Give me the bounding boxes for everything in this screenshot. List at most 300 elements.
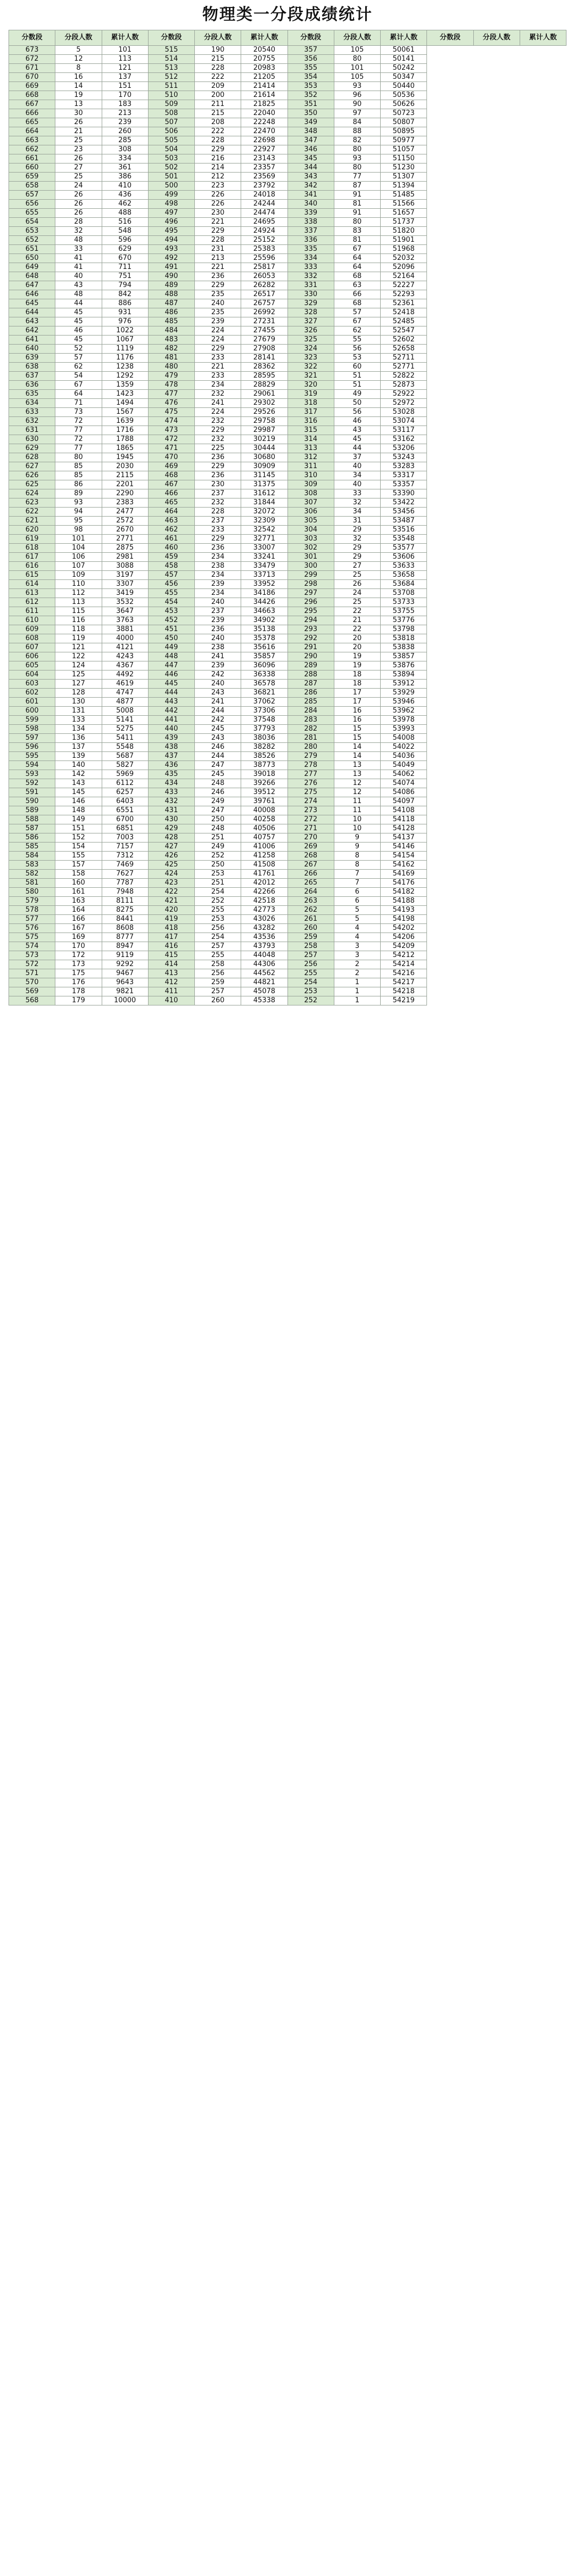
table-cell: 20540 — [241, 46, 288, 55]
table-cell: 794 — [102, 281, 148, 290]
table-cell: 479 — [148, 372, 194, 381]
table-cell: 36096 — [241, 661, 288, 670]
table-cell: 410 — [148, 996, 194, 1005]
table-cell: 339 — [288, 209, 334, 218]
table-cell: 1238 — [102, 363, 148, 372]
table-cell: 338 — [288, 218, 334, 227]
table-cell: 68 — [334, 272, 380, 281]
table-cell: 52227 — [381, 281, 427, 290]
table-cell: 234 — [195, 553, 241, 562]
table-cell: 639 — [9, 354, 55, 363]
table-cell: 468 — [148, 471, 194, 480]
table-cell: 622 — [9, 508, 55, 517]
table-cell: 4243 — [102, 652, 148, 661]
table-cell: 606 — [9, 652, 55, 661]
table-row — [9, 607, 566, 616]
table-cell: 26 — [55, 200, 102, 209]
table-cell: 101 — [55, 535, 102, 544]
table-cell: 344 — [288, 163, 334, 173]
table-cell: 101 — [102, 46, 148, 55]
table-cell: 45 — [334, 435, 380, 444]
table-cell: 53633 — [381, 562, 427, 571]
table-cell: 248 — [195, 824, 241, 833]
table-cell: 454 — [148, 598, 194, 607]
table-cell: 30680 — [241, 453, 288, 462]
table-cell: 50 — [334, 399, 380, 408]
table-cell: 470 — [148, 453, 194, 462]
table-cell: 30444 — [241, 444, 288, 453]
table-cell: 232 — [195, 390, 241, 399]
table-cell: 80 — [334, 218, 380, 227]
table-cell: 54049 — [381, 761, 427, 770]
table-cell: 54218 — [381, 987, 427, 996]
table-cell: 228 — [195, 508, 241, 517]
table-cell: 54216 — [381, 969, 427, 978]
table-cell: 8441 — [102, 915, 148, 924]
table-cell: 22040 — [241, 109, 288, 118]
page-title: 物理类一分段成绩统计 — [202, 5, 373, 24]
table-cell: 113 — [102, 55, 148, 64]
table-cell: 510 — [148, 91, 194, 100]
table-cell: 635 — [9, 390, 55, 399]
table-cell: 581 — [9, 879, 55, 888]
table-row — [9, 145, 566, 154]
table-cell: 258 — [288, 942, 334, 951]
table-cell: 14 — [334, 752, 380, 761]
table-cell: 240 — [195, 680, 241, 689]
table-cell: 343 — [288, 173, 334, 182]
table-cell: 235 — [195, 308, 241, 317]
table-cell: 26757 — [241, 299, 288, 308]
table-cell: 11 — [334, 797, 380, 806]
table-cell: 238 — [195, 562, 241, 571]
table-cell: 52922 — [381, 390, 427, 399]
table-cell: 590 — [9, 797, 55, 806]
table-cell: 29758 — [241, 417, 288, 426]
table-cell: 6851 — [102, 824, 148, 833]
table-cell: 51 — [334, 381, 380, 390]
table-cell: 32542 — [241, 526, 288, 535]
table-cell: 285 — [102, 136, 148, 145]
table-cell: 353 — [288, 82, 334, 91]
table-cell: 16 — [55, 73, 102, 82]
table-cell: 7 — [334, 879, 380, 888]
table-cell: 348 — [288, 127, 334, 136]
table-cell: 52658 — [381, 345, 427, 354]
table-cell: 27679 — [241, 336, 288, 345]
table-cell: 469 — [148, 462, 194, 471]
table-cell: 80 — [55, 453, 102, 462]
table-cell: 571 — [9, 969, 55, 978]
table-cell: 212 — [195, 173, 241, 182]
table-cell: 316 — [288, 417, 334, 426]
table-cell: 53946 — [381, 698, 427, 707]
table-cell: 240 — [195, 634, 241, 643]
table-cell: 493 — [148, 245, 194, 254]
table-cell: 6112 — [102, 779, 148, 788]
table-row — [9, 317, 566, 326]
table-cell: 251 — [195, 879, 241, 888]
table-cell: 306 — [288, 508, 334, 517]
table-row — [9, 933, 566, 942]
table-row — [9, 870, 566, 879]
table-cell: 53206 — [381, 444, 427, 453]
table-cell: 53818 — [381, 634, 427, 643]
table-cell: 515 — [148, 46, 194, 55]
table-cell: 35857 — [241, 652, 288, 661]
table-cell: 237 — [195, 517, 241, 526]
table-cell: 2771 — [102, 535, 148, 544]
table-cell: 7948 — [102, 888, 148, 897]
table-cell: 319 — [288, 390, 334, 399]
table-cell: 280 — [288, 743, 334, 752]
table-cell: 437 — [148, 752, 194, 761]
table-row — [9, 761, 566, 770]
table-cell: 26053 — [241, 272, 288, 281]
table-cell: 54198 — [381, 915, 427, 924]
table-row — [9, 55, 566, 64]
table-cell: 53 — [334, 354, 380, 363]
table-cell: 5 — [334, 915, 380, 924]
table-cell: 252 — [195, 897, 241, 906]
table-cell: 420 — [148, 906, 194, 915]
table-cell: 54219 — [381, 996, 427, 1005]
table-cell: 10 — [334, 824, 380, 833]
table-row — [9, 417, 566, 426]
table-cell: 228 — [195, 136, 241, 145]
table-cell: 54008 — [381, 734, 427, 743]
table-cell: 292 — [288, 634, 334, 643]
table-cell: 85 — [55, 471, 102, 480]
table-cell: 166 — [55, 915, 102, 924]
table-cell: 570 — [9, 978, 55, 987]
column-header: 累计人数 — [102, 30, 148, 46]
table-cell: 655 — [9, 209, 55, 218]
table-cell: 221 — [195, 218, 241, 227]
table-cell: 56 — [334, 345, 380, 354]
table-cell: 640 — [9, 345, 55, 354]
table-cell: 24695 — [241, 218, 288, 227]
table-cell: 239 — [195, 580, 241, 589]
table-cell: 603 — [9, 680, 55, 689]
table-cell: 110 — [55, 580, 102, 589]
table-cell: 27908 — [241, 345, 288, 354]
table-cell: 265 — [288, 879, 334, 888]
table-cell: 26992 — [241, 308, 288, 317]
table-cell: 90 — [334, 100, 380, 109]
table-cell: 241 — [195, 399, 241, 408]
table-cell: 22248 — [241, 118, 288, 127]
table-cell: 276 — [288, 779, 334, 788]
table-cell: 641 — [9, 336, 55, 345]
table-cell: 51820 — [381, 227, 427, 236]
table-cell: 52771 — [381, 363, 427, 372]
table-cell: 36821 — [241, 689, 288, 698]
table-cell: 2 — [334, 960, 380, 969]
table-row — [9, 562, 566, 571]
table-cell: 54188 — [381, 897, 427, 906]
table-cell: 7787 — [102, 879, 148, 888]
table-cell: 608 — [9, 634, 55, 643]
table-cell: 40258 — [241, 815, 288, 824]
table-cell: 467 — [148, 480, 194, 489]
header-row — [9, 30, 566, 46]
table-cell: 52293 — [381, 290, 427, 299]
table-cell: 442 — [148, 707, 194, 716]
table-cell: 243 — [195, 734, 241, 743]
table-cell: 7469 — [102, 861, 148, 870]
table-cell: 53456 — [381, 508, 427, 517]
table-cell: 575 — [9, 933, 55, 942]
table-row — [9, 426, 566, 435]
table-cell: 128 — [55, 689, 102, 698]
table-cell: 5548 — [102, 743, 148, 752]
table-cell: 134 — [55, 725, 102, 734]
table-cell: 621 — [9, 517, 55, 526]
table-cell: 121 — [102, 64, 148, 73]
table-cell: 27 — [334, 562, 380, 571]
table-cell: 222 — [195, 127, 241, 136]
table-row — [9, 444, 566, 453]
table-cell: 434 — [148, 779, 194, 788]
table-cell: 261 — [288, 915, 334, 924]
column-header: 分数段 — [427, 30, 473, 46]
table-cell: 54062 — [381, 770, 427, 779]
table-cell: 3647 — [102, 607, 148, 616]
table-cell: 312 — [288, 453, 334, 462]
table-cell: 52602 — [381, 336, 427, 345]
table-cell: 53516 — [381, 526, 427, 535]
table-cell: 25596 — [241, 254, 288, 263]
table-row — [9, 209, 566, 218]
table-cell: 505 — [148, 136, 194, 145]
table-cell: 418 — [148, 924, 194, 933]
table-cell: 252 — [288, 996, 334, 1005]
table-cell: 53978 — [381, 716, 427, 725]
table-cell: 496 — [148, 218, 194, 227]
table-cell: 252 — [195, 852, 241, 861]
table-cell: 302 — [288, 544, 334, 553]
table-cell: 489 — [148, 281, 194, 290]
table-cell: 600 — [9, 707, 55, 716]
table-header — [9, 30, 566, 46]
table-cell: 26282 — [241, 281, 288, 290]
table-cell: 234 — [195, 381, 241, 390]
table-cell: 18 — [334, 680, 380, 689]
table-cell: 183 — [102, 100, 148, 109]
table-cell: 151 — [102, 82, 148, 91]
table-cell: 241 — [195, 652, 241, 661]
table-cell: 94 — [55, 508, 102, 517]
table-cell: 85 — [55, 462, 102, 471]
table-cell: 3763 — [102, 616, 148, 625]
table-cell: 466 — [148, 489, 194, 498]
table-cell: 7157 — [102, 843, 148, 852]
table-row — [9, 118, 566, 127]
table-cell: 40 — [55, 272, 102, 281]
table-cell: 487 — [148, 299, 194, 308]
table-cell: 295 — [288, 607, 334, 616]
table-cell: 354 — [288, 73, 334, 82]
table-cell: 269 — [288, 843, 334, 852]
table-cell: 5969 — [102, 770, 148, 779]
table-cell: 1865 — [102, 444, 148, 453]
table-cell: 246 — [195, 788, 241, 797]
table-cell: 50440 — [381, 82, 427, 91]
table-cell: 51566 — [381, 200, 427, 209]
table-cell: 53733 — [381, 598, 427, 607]
table-cell: 234 — [195, 571, 241, 580]
table-cell: 597 — [9, 734, 55, 743]
table-cell: 14 — [334, 743, 380, 752]
table-cell: 21205 — [241, 73, 288, 82]
table-cell: 513 — [148, 64, 194, 73]
table-cell: 54206 — [381, 933, 427, 942]
table-row — [9, 734, 566, 743]
table-cell: 245 — [195, 770, 241, 779]
table-cell: 20755 — [241, 55, 288, 64]
table-cell: 579 — [9, 897, 55, 906]
table-cell: 52873 — [381, 381, 427, 390]
table-cell: 569 — [9, 987, 55, 996]
table-cell: 43026 — [241, 915, 288, 924]
table-row — [9, 924, 566, 933]
table-cell: 31 — [334, 517, 380, 526]
table-cell: 51968 — [381, 245, 427, 254]
table-row — [9, 272, 566, 281]
table-cell: 22470 — [241, 127, 288, 136]
table-cell: 431 — [148, 806, 194, 815]
table-cell: 67 — [334, 317, 380, 326]
table-cell: 222 — [195, 73, 241, 82]
table-cell: 53028 — [381, 408, 427, 417]
table-cell: 25152 — [241, 236, 288, 245]
table-cell: 3881 — [102, 625, 148, 634]
table-cell: 263 — [288, 897, 334, 906]
table-cell: 82 — [334, 136, 380, 145]
table-cell: 474 — [148, 417, 194, 426]
table-cell: 105 — [334, 46, 380, 55]
table-cell: 54169 — [381, 870, 427, 879]
table-cell: 580 — [9, 888, 55, 897]
table-row — [9, 154, 566, 163]
table-cell: 38773 — [241, 761, 288, 770]
table-cell: 52164 — [381, 272, 427, 281]
table-cell: 36338 — [241, 670, 288, 680]
table-cell: 71 — [55, 399, 102, 408]
table-cell: 283 — [288, 716, 334, 725]
table-cell: 286 — [288, 689, 334, 698]
table-cell: 51737 — [381, 218, 427, 227]
table-cell: 64 — [334, 254, 380, 263]
table-cell: 51307 — [381, 173, 427, 182]
table-cell: 584 — [9, 852, 55, 861]
table-cell: 22 — [334, 625, 380, 634]
table-cell: 67 — [334, 245, 380, 254]
table-cell: 34186 — [241, 589, 288, 598]
table-row — [9, 689, 566, 698]
table-cell: 8608 — [102, 924, 148, 933]
table-cell: 6257 — [102, 788, 148, 797]
table-cell: 250 — [195, 861, 241, 870]
table-body — [9, 46, 566, 1005]
table-cell: 670 — [9, 73, 55, 82]
table-cell: 273 — [288, 806, 334, 815]
table-cell: 68 — [334, 299, 380, 308]
table-cell: 25383 — [241, 245, 288, 254]
table-cell: 19 — [334, 652, 380, 661]
table-cell: 659 — [9, 173, 55, 182]
table-cell: 412 — [148, 978, 194, 987]
table-cell: 239 — [195, 317, 241, 326]
table-cell: 52096 — [381, 263, 427, 272]
table-cell: 53283 — [381, 462, 427, 471]
table-cell: 249 — [195, 843, 241, 852]
table-cell: 307 — [288, 498, 334, 508]
table-row — [9, 73, 566, 82]
table-cell: 328 — [288, 308, 334, 317]
table-cell: 34 — [334, 471, 380, 480]
table-cell: 25817 — [241, 263, 288, 272]
table-row — [9, 227, 566, 236]
table-cell: 53606 — [381, 553, 427, 562]
table-cell: 127 — [55, 680, 102, 689]
table-cell: 243 — [195, 689, 241, 698]
column-header: 分数段 — [148, 30, 194, 46]
table-cell: 37 — [334, 453, 380, 462]
table-cell: 233 — [195, 526, 241, 535]
table-cell: 310 — [288, 471, 334, 480]
table-cell: 4121 — [102, 643, 148, 652]
table-cell: 247 — [195, 761, 241, 770]
table-cell: 53548 — [381, 535, 427, 544]
table-cell: 289 — [288, 661, 334, 670]
table-cell: 9643 — [102, 978, 148, 987]
table-cell: 137 — [55, 743, 102, 752]
table-cell: 614 — [9, 580, 55, 589]
table-cell: 308 — [102, 145, 148, 154]
table-cell: 67 — [55, 381, 102, 390]
table-cell: 45078 — [241, 987, 288, 996]
table-cell: 238 — [195, 643, 241, 652]
column-header: 分段人数 — [473, 30, 520, 46]
table-cell: 45 — [55, 317, 102, 326]
table-cell: 10000 — [102, 996, 148, 1005]
table-cell: 40 — [334, 480, 380, 489]
table-cell: 13 — [334, 761, 380, 770]
table-cell: 643 — [9, 317, 55, 326]
table-cell: 38036 — [241, 734, 288, 743]
table-cell: 5411 — [102, 734, 148, 743]
table-cell: 345 — [288, 154, 334, 163]
table-cell: 260 — [102, 127, 148, 136]
table-cell: 4 — [334, 924, 380, 933]
table-cell: 15 — [334, 725, 380, 734]
table-cell: 574 — [9, 942, 55, 951]
table-cell: 50723 — [381, 109, 427, 118]
table-cell: 612 — [9, 598, 55, 607]
table-cell: 50141 — [381, 55, 427, 64]
table-cell: 54036 — [381, 752, 427, 761]
table-cell: 20 — [334, 643, 380, 652]
table-cell: 629 — [9, 444, 55, 453]
table-cell: 26 — [55, 209, 102, 218]
table-cell: 1176 — [102, 354, 148, 363]
table-cell: 5008 — [102, 707, 148, 716]
table-cell: 277 — [288, 770, 334, 779]
table-cell: 430 — [148, 815, 194, 824]
table-cell: 462 — [148, 526, 194, 535]
